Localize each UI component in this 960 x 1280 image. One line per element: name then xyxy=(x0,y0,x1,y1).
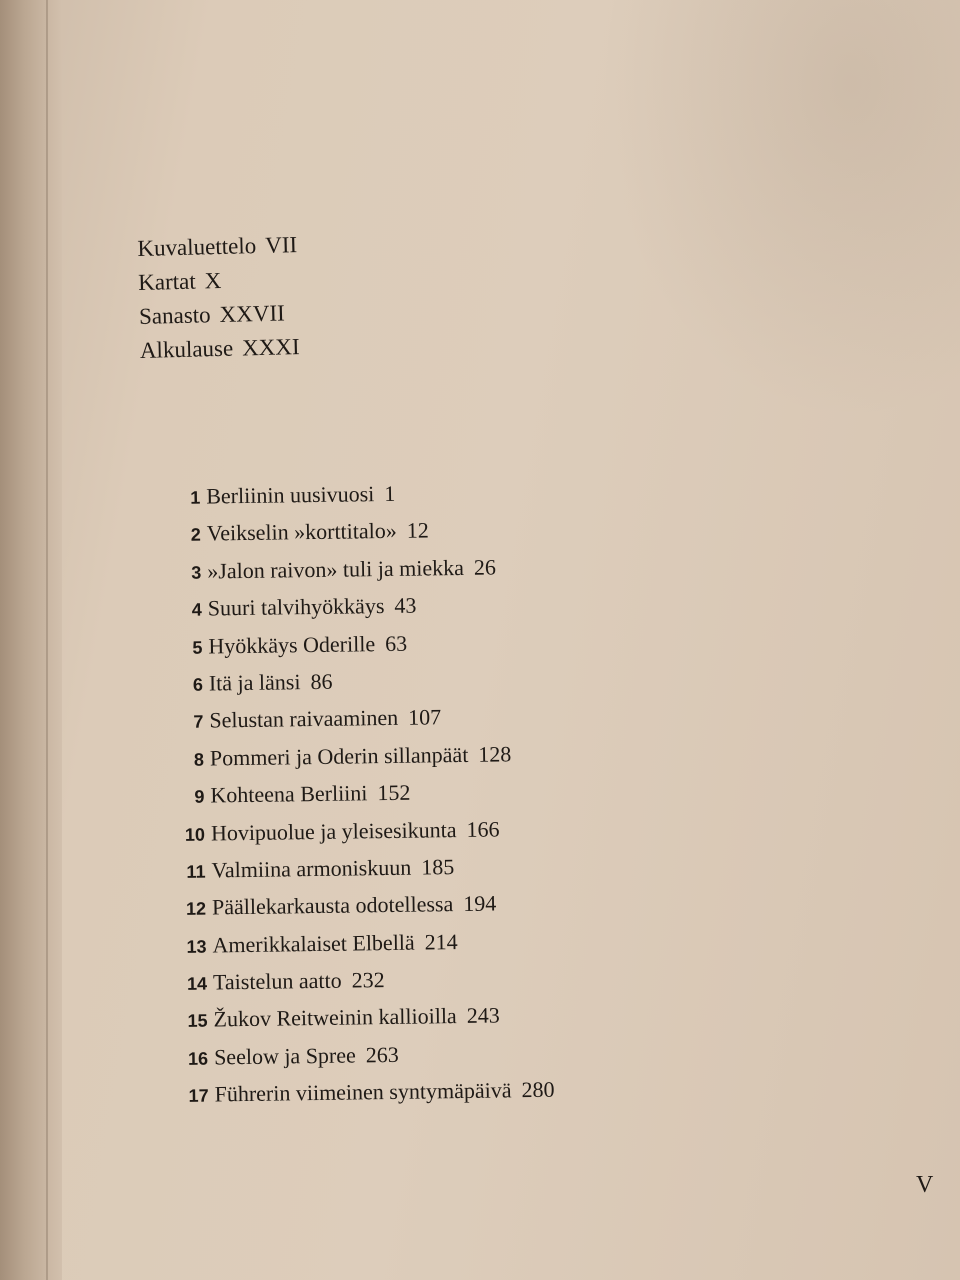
chapter-entry xyxy=(177,809,551,852)
front-matter-title: Kartat xyxy=(137,268,196,295)
show-through-shadow xyxy=(600,0,960,420)
front-matter-page: VII xyxy=(264,232,298,258)
chapter-number: 6 xyxy=(192,674,204,695)
chapter-page: 243 xyxy=(466,1002,500,1029)
chapter-page: 1 xyxy=(384,480,396,507)
chapter-title: Berliinin uusivuosi xyxy=(206,481,375,509)
chapter-entry xyxy=(179,996,553,1039)
chapter-entry xyxy=(173,510,547,553)
chapter-title: Päällekarkausta odotellessa xyxy=(211,891,454,920)
chapter-entry xyxy=(178,884,552,927)
chapter-entry xyxy=(176,772,550,815)
chapter-number: 7 xyxy=(193,711,204,733)
chapter-entry xyxy=(177,847,551,890)
chapter-entry xyxy=(178,921,552,964)
chapter-title: »Jalon raivon» tuli ja miekka xyxy=(207,554,465,584)
chapter-number: 5 xyxy=(192,637,203,658)
chapter-page: 214 xyxy=(424,928,458,955)
chapter-number: 3 xyxy=(191,562,202,583)
chapter-number: 16 xyxy=(187,1048,209,1069)
chapter-page: 166 xyxy=(466,815,500,842)
chapter-title: Selustan raivaaminen xyxy=(209,705,399,733)
chapter-title: Pommeri ja Oderin sillanpäät xyxy=(209,741,469,771)
chapter-page: 43 xyxy=(394,592,417,619)
chapter-number: 4 xyxy=(191,599,202,620)
chapter-entry xyxy=(173,548,547,591)
chapter-page: 107 xyxy=(407,704,442,731)
chapter-entry xyxy=(172,473,546,516)
front-matter-page: X xyxy=(204,267,222,294)
page-gutter-edge xyxy=(46,0,48,1280)
chapter-page: 86 xyxy=(310,668,333,695)
chapter-entry xyxy=(176,734,550,777)
chapter-page: 185 xyxy=(421,854,455,880)
chapter-page: 63 xyxy=(384,630,408,656)
chapter-title: Amerikkalaiset Elbellä xyxy=(212,929,415,958)
chapter-entry xyxy=(175,660,549,703)
chapter-number: 14 xyxy=(186,973,208,994)
chapter-number: 12 xyxy=(185,898,207,920)
front-matter-entry xyxy=(137,228,298,266)
chapter-number: 17 xyxy=(188,1085,209,1107)
chapter-entry xyxy=(179,959,553,1002)
chapter-title: Itä ja länsi xyxy=(208,669,301,696)
chapter-page: 263 xyxy=(365,1041,399,1068)
chapter-number: 11 xyxy=(186,861,206,882)
chapter-title: Taistelun aatto xyxy=(212,967,342,995)
chapter-title: Hyökkäys Oderille xyxy=(208,630,376,659)
book-binding xyxy=(0,0,62,1280)
front-matter-title: Kuvaluettelo xyxy=(137,233,257,261)
front-matter-page: XXVII xyxy=(219,300,286,328)
chapter-page: 280 xyxy=(521,1076,555,1103)
chapter-title: Seelow ja Spree xyxy=(213,1042,356,1070)
chapter-title: Žukov Reitweinin kallioilla xyxy=(213,1003,457,1032)
chapter-page: 194 xyxy=(463,890,497,917)
front-matter-entry xyxy=(139,330,300,368)
chapter-entry xyxy=(180,1071,554,1114)
chapter-page: 128 xyxy=(478,741,512,767)
chapter-list xyxy=(172,473,555,1114)
chapter-entry xyxy=(175,697,549,740)
front-matter-page: XXXI xyxy=(241,334,300,361)
chapter-number: 1 xyxy=(190,487,201,508)
chapter-page: 232 xyxy=(351,967,385,993)
chapter-entry xyxy=(174,622,548,665)
chapter-number: 9 xyxy=(194,786,205,807)
chapter-entry xyxy=(174,585,548,628)
chapter-title: Suuri talvihyökkäys xyxy=(207,593,385,621)
front-matter-entry xyxy=(139,296,300,334)
chapter-page: 26 xyxy=(473,554,497,580)
front-matter-list xyxy=(137,228,300,368)
page-number: V xyxy=(916,1172,934,1198)
chapter-number: 10 xyxy=(184,824,206,845)
chapter-entry xyxy=(180,1034,554,1077)
chapter-number: 15 xyxy=(187,1011,208,1032)
chapter-title: Führerin viimeinen syntymäpäivä xyxy=(214,1077,512,1107)
chapter-number: 2 xyxy=(190,524,201,546)
chapter-title: Hovipuolue ja yleisesikunta xyxy=(210,816,457,846)
chapter-title: Valmiina armoniskuun xyxy=(211,854,412,883)
chapter-page: 152 xyxy=(377,779,411,806)
front-matter-title: Alkulause xyxy=(139,335,234,363)
chapter-number: 8 xyxy=(193,749,205,770)
chapter-number: 13 xyxy=(186,936,207,957)
chapter-title: Kohteena Berliini xyxy=(210,780,368,808)
front-matter-entry xyxy=(138,262,299,300)
chapter-title: Veikselin »korttitalo» xyxy=(206,518,397,546)
front-matter-title: Sanasto xyxy=(138,302,211,329)
chapter-page: 12 xyxy=(406,517,429,544)
